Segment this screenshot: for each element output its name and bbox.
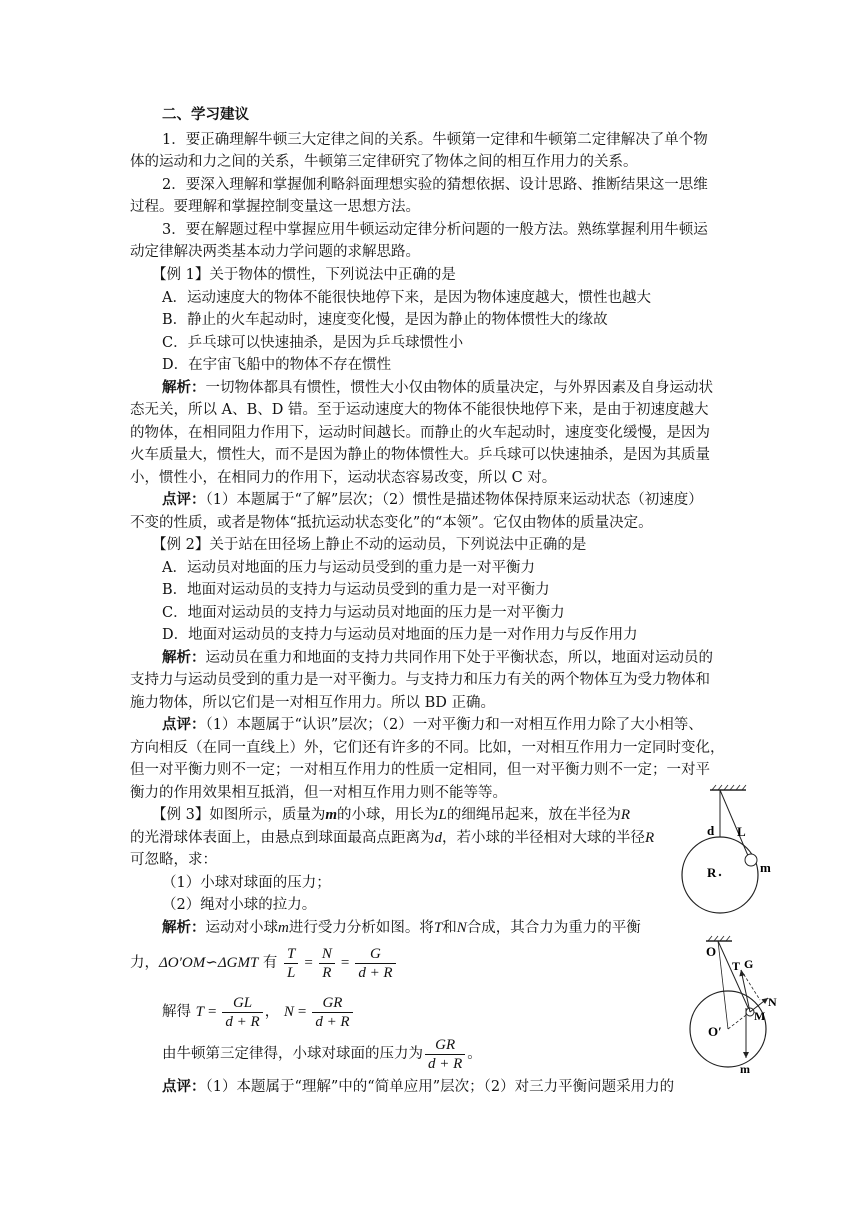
ex1-question: 关于物体的惯性，下列说法中正确的是 — [209, 267, 456, 283]
advice-2a: 2．要深入理解和掌握伽利略斜面理想实验的猜想依据、设计思路、推断结果这一思维 — [162, 177, 708, 193]
frac-T-over-L: $\frac{T}{L}$ — [284, 945, 298, 982]
ex1-comment-2: 不变的性质，或者是物体“抵抗运动状态变化”的“本领”。它仅由物体的质量决定。 — [130, 515, 653, 531]
ex1-analysis-2: 态无关，所以 A、B、D 错。至于运动速度大的物体不能很快地停下来，是由于初速度越大 — [130, 402, 709, 418]
ex2-comment-4: 衡力的作用效果相互抵消，但一对相互作用力则不能等等。 — [130, 785, 507, 801]
advice-3a: 3．要在解题过程中掌握应用牛顿运动定律分析问题的一般方法。熟练掌握利用牛顿运 — [162, 222, 708, 238]
ex2-question: 关于站在田径场上静止不动的运动员，下列说法中正确的是 — [209, 537, 587, 553]
advice-1b: 体的运动和力之间的关系，牛顿第三定律研究了物体之间的相互作用力的关系。 — [130, 154, 638, 170]
ex3-comment-label: 点评： — [162, 1078, 206, 1095]
fig1-label-m: m — [760, 860, 771, 875]
ex2-option-d: D．地面对运动员的支持力与运动员对地面的压力是一对作用力与反作用力 — [162, 627, 638, 643]
ex2-analysis-2: 支持力与运动员受到的重力是一对平衡力。与支持力和压力有关的两个物体互为受力物体和 — [130, 672, 710, 688]
fig2-label-O: O — [706, 944, 717, 959]
fig2-label-T: T — [732, 959, 741, 973]
ex1-stem — [152, 264, 456, 286]
ex2-head: 【例 2】 — [152, 537, 210, 553]
ex1-analysis-5: 小，惯性小，在相同力的作用下，运动状态容易改变，所以 C 对。 — [130, 470, 557, 486]
ex2-comment-2: 方向相反（在同一直线上）外，它们还有许多的不同。比如，一对相互作用力一定同时变化， — [130, 740, 725, 756]
fig2-label-M: M — [754, 1009, 766, 1023]
ex2-stem — [152, 534, 586, 556]
ex3-analysis-2: 力，ΔO′OM∽ΔGMT 有 $\frac{T}{L}$ = $\frac{N}{R}$ = $\frac{G}{d + R}$ — [130, 943, 398, 983]
similar-triangles: ΔO′OM∽ΔGMT — [159, 955, 259, 971]
ex3-stem-3: 可忽略，求： — [130, 852, 217, 868]
ex3-comment-1: 点评：（1）本题属于“理解”中的“简单应用”层次；（2）对三力平衡问题采用力的 — [162, 1078, 675, 1095]
ex1-analysis-label: 解析： — [162, 379, 206, 396]
ex1-option-b: B．静止的火车起动时，速度变化慢，是因为静止的物体惯性大的缘故 — [162, 312, 608, 328]
ex3-stem-2: 的光滑球体表面上，由悬点到球面最高点距离为d，若小球的半径相对大球的半径R — [130, 830, 655, 846]
ex1-option-d: D．在宇宙飞船中的物体不存在惯性 — [162, 357, 392, 373]
section-title: 二、学习建议 — [162, 106, 249, 123]
figure-force-analysis — [680, 932, 790, 1077]
fig1-label-L: L — [737, 824, 746, 839]
ex1-option-a: A．运动速度大的物体不能很快地停下来，是因为物体速度越大，惯性也越大 — [162, 290, 651, 306]
advice-3b: 动定律解决两类基本动力学问题的求解思路。 — [130, 244, 420, 260]
frac-GL-over-dR: $\frac{GL}{d + R}$ — [222, 994, 262, 1031]
fig2-label-O-prime: O′ — [708, 1024, 722, 1039]
ex1-analysis-1: 解析：一切物体都具有惯性，惯性大小仅由物体的质量决定，与外界因素及自身运动状 — [162, 379, 713, 396]
fig2-label-G: G — [744, 957, 754, 971]
fig1-label-d: d — [707, 823, 715, 838]
frac-pressure: $\frac{GR}{d + R}$ — [425, 1036, 465, 1073]
advice-2b: 过程。要理解和掌握控制变量这一思想方法。 — [130, 199, 420, 215]
fig2-label-N: N — [768, 995, 777, 1009]
figure-sphere-pendulum — [680, 780, 780, 915]
ex3-stem-1: 【例 3】如图所示，质量为m的小球，用长为L的细绳吊起来，放在半径为R — [152, 807, 631, 823]
ex1-head: 【例 1】 — [152, 267, 210, 283]
ex2-comment-label: 点评： — [162, 716, 206, 733]
ex2-option-b: B．地面对运动员的支持力与运动员受到的重力是一对平衡力 — [162, 582, 550, 598]
ex3-analysis-label: 解析： — [162, 919, 206, 936]
frac-GR-over-dR: $\frac{GR}{d + R}$ — [312, 994, 352, 1031]
ex3-solution: 解得 T = $\frac{GL}{d + R}$ ， N = $\frac{GR}{d + R}$ — [162, 992, 355, 1032]
fig2-label-m: m — [740, 1062, 750, 1076]
ex2-analysis-label: 解析： — [162, 649, 206, 666]
ex1-comment-1: 点评：（1）本题属于“了解”层次；（2）惯性是描述物体保持原来运动状态（初速度） — [162, 491, 703, 508]
ex1-option-c: C．乒乓球可以快速抽杀，是因为乒乓球惯性小 — [162, 335, 464, 351]
ex3-question-1: （1）小球对球面的压力； — [162, 875, 331, 891]
ex1-analysis-3: 的物体，在相同阻力作用下，运动时间越长。而静止的火车起动时，速度变化缓慢，是因为 — [130, 425, 710, 441]
ex1-comment-label: 点评： — [162, 491, 206, 508]
ex2-option-a: A．运动员对地面的压力与运动员受到的重力是一对平衡力 — [162, 560, 535, 576]
ex1-analysis-4: 火车质量大，惯性大，而不是因为静止的物体惯性大。乒乓球可以快速抽杀，是因为其质量 — [130, 447, 710, 463]
ex3-question-2: （2）绳对小球的拉力。 — [162, 897, 317, 913]
frac-N-over-R: $\frac{N}{R}$ — [319, 945, 335, 982]
ex3-analysis-1: 解析：运动对小球m进行受力分析如图。将T和N合成，其合力为重力的平衡 — [162, 919, 641, 936]
fig1-label-R: R — [707, 865, 717, 880]
ex2-comment-3: 但一对平衡力则不一定；一对相互作用力的性质一定相同，但一对平衡力则不一定；一对平 — [130, 762, 710, 778]
ex2-option-c: C．地面对运动员的支持力与运动员对地面的压力是一对平衡力 — [162, 605, 565, 621]
ex3-head: 【例 3】 — [152, 807, 210, 823]
ex2-analysis-3: 施力物体，所以它们是一对相互作用力。所以 BD 正确。 — [130, 695, 495, 711]
ex3-third-law: 由牛顿第三定律得，小球对球面的压力为 $\frac{GR}{d + R}$ 。 — [162, 1036, 482, 1072]
ex2-comment-1: 点评：（1）本题属于“认识”层次；（2）一对平衡力和一对相互作用力除了大小相等、 — [162, 716, 703, 733]
frac-G-over-dR: $\frac{G}{d + R}$ — [355, 945, 395, 982]
advice-1a: 1．要正确理解牛顿三大定律之间的关系。牛顿第一定律和牛顿第二定律解决了单个物 — [162, 132, 708, 148]
ex2-analysis-1: 解析：运动员在重力和地面的支持力共同作用下处于平衡状态，所以，地面对运动员的 — [162, 649, 713, 666]
